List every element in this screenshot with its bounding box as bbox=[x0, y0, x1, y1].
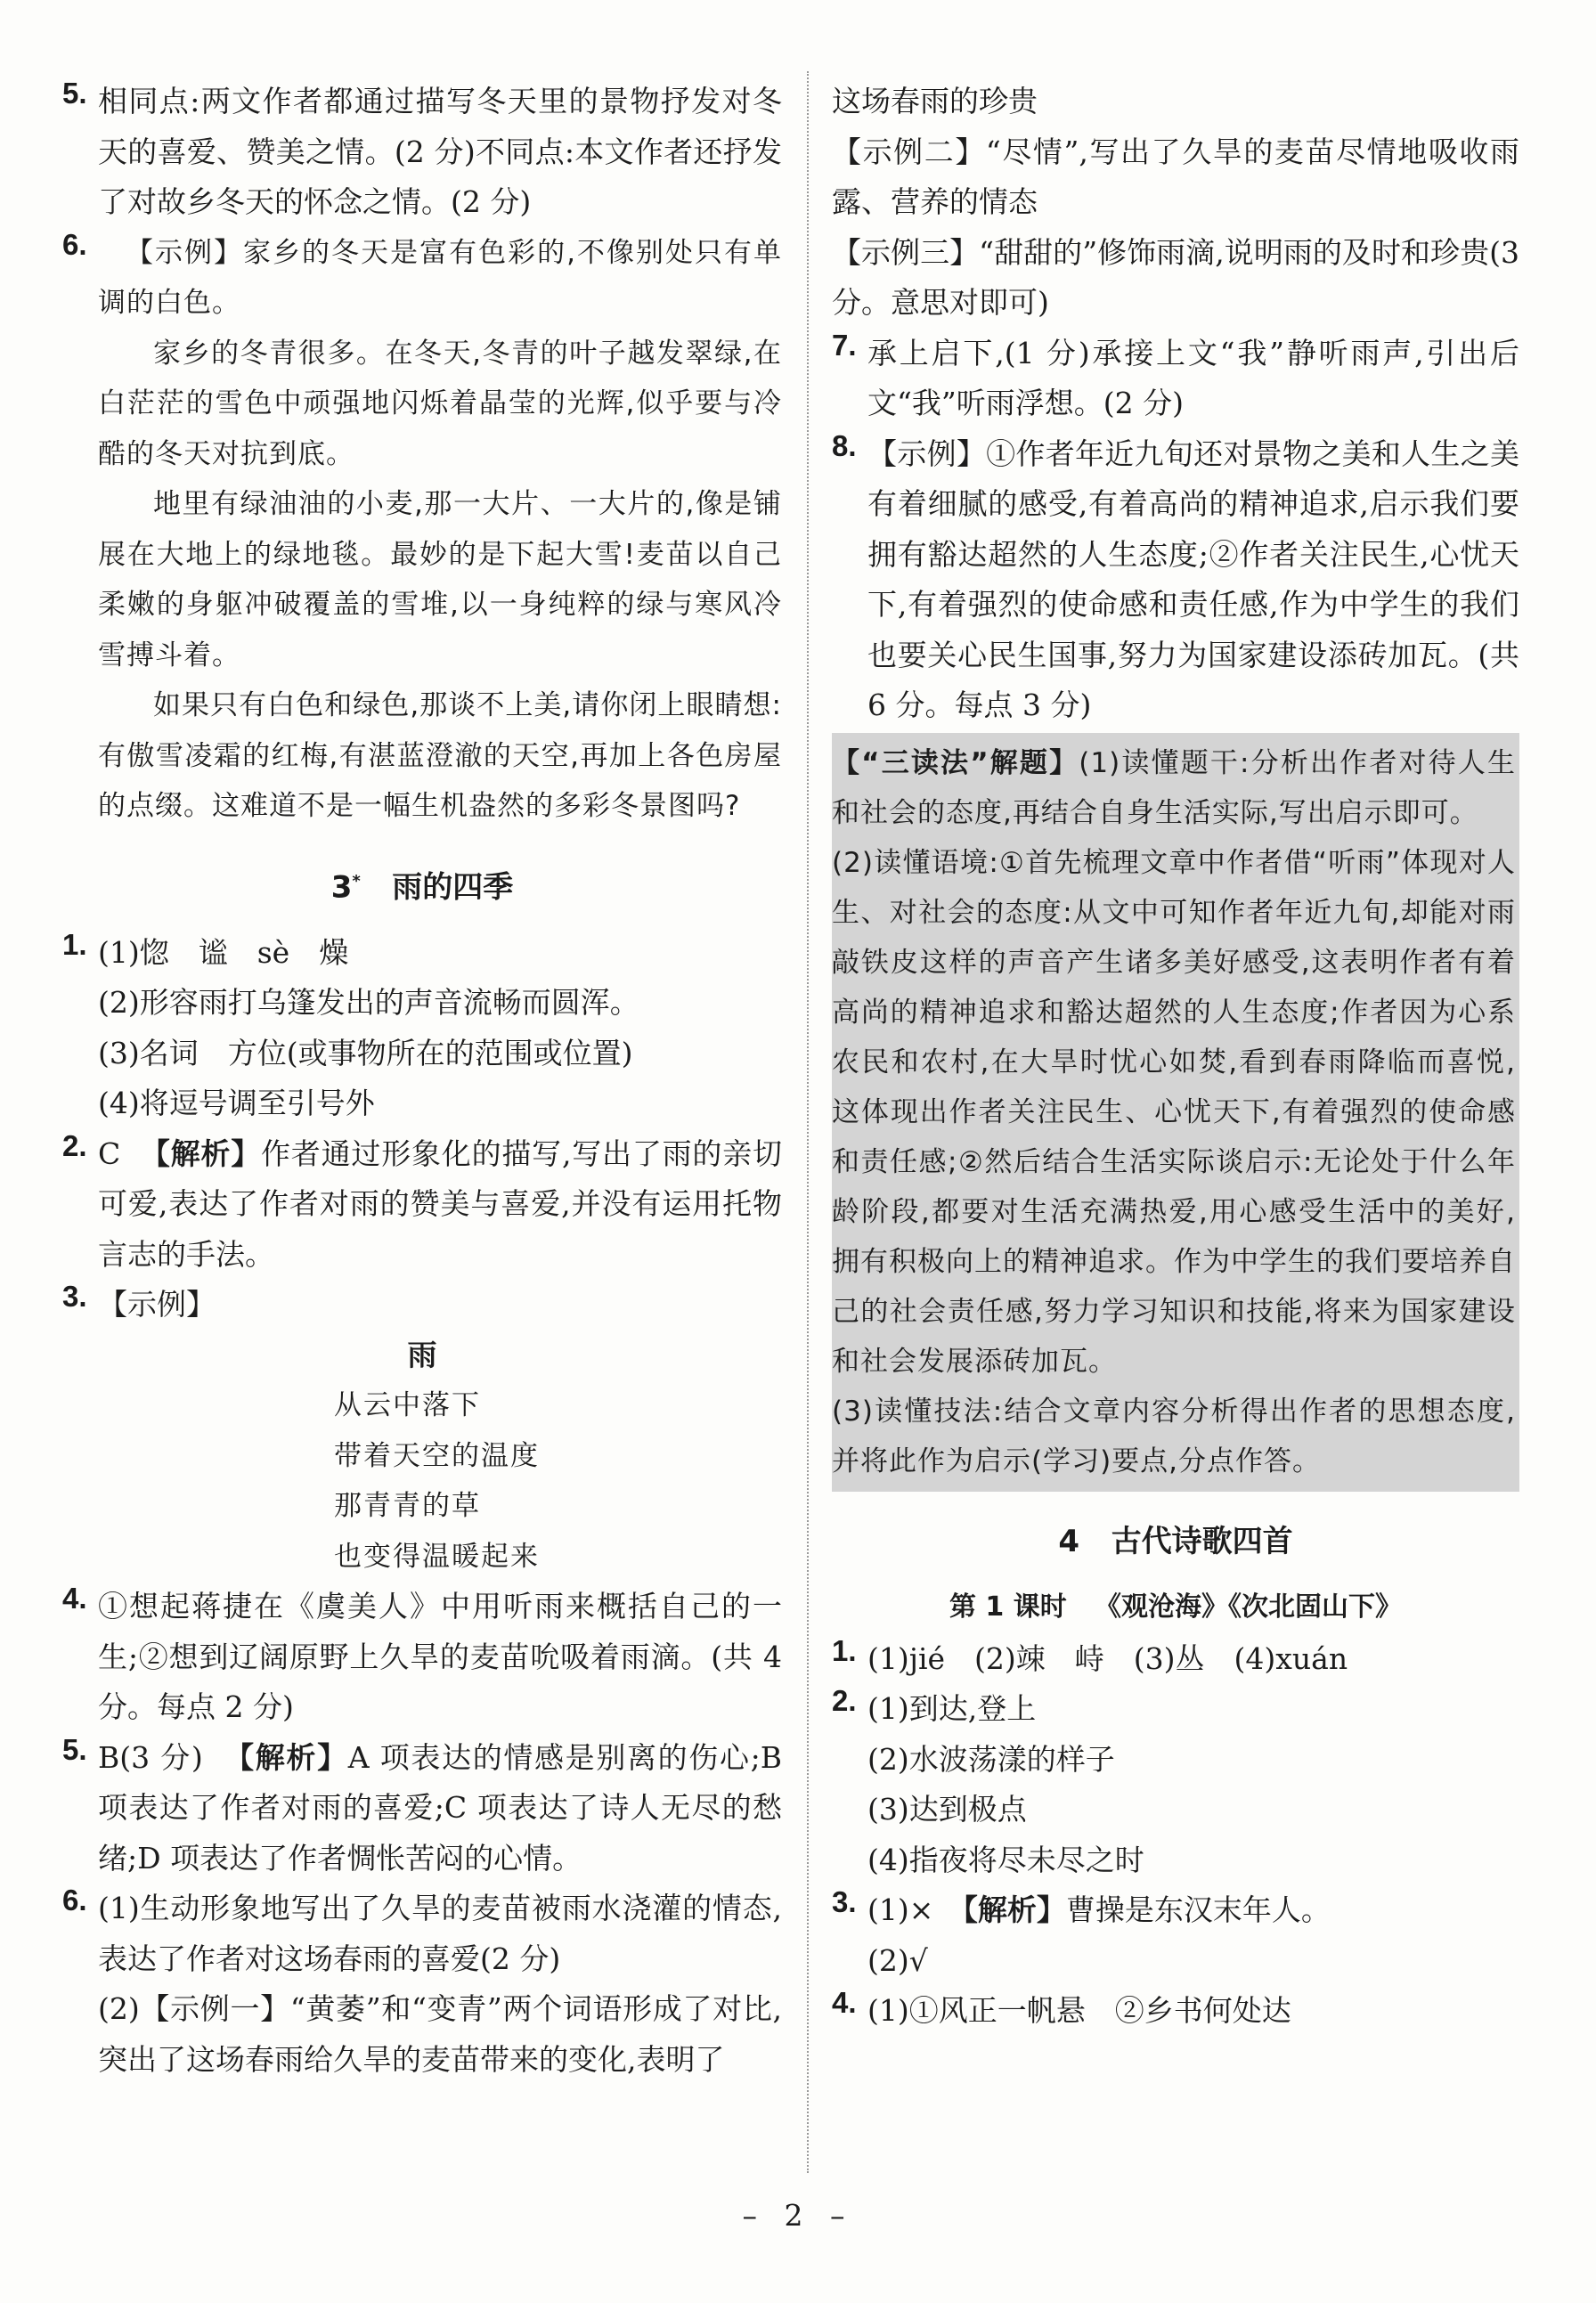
answer-text: 承上启下,(1 分)承接上文“我”静听雨声,引出后文“我”听雨浮想。(2 分) bbox=[867, 335, 1519, 420]
question-number: 2. bbox=[832, 1684, 857, 1717]
example-three: 【示例三】“甜甜的”修饰雨滴,说明雨的及时和珍贵(3 分。意思对即可) bbox=[832, 234, 1519, 320]
answer-text: 相同点:两文作者都通过描写冬天里的景物抒发对冬天的喜爱、赞美之情。(2 分)不同点:本文作者还抒发了对故乡冬天的怀念之情。(2 分) bbox=[98, 84, 782, 219]
question-number: 4. bbox=[832, 1986, 857, 2019]
left-column bbox=[62, 77, 782, 2085]
example-label: 【示例】 bbox=[98, 1287, 216, 1322]
answer-text: ①想起蒋捷在《虞美人》中用听雨来概括自己的一生;②想到辽阔原野上久旱的麦苗吮吸着雨滴。(共 4 分。每点 2 分) bbox=[98, 1589, 782, 1725]
question-number: 6. bbox=[62, 227, 87, 261]
method-label: 【“三读法”解题】 bbox=[832, 746, 1079, 779]
s3-answer-2 bbox=[62, 1129, 782, 1281]
answer-text: (1)jié (2)竦 峙 (3)丛 (4)xuán bbox=[867, 1640, 1348, 1676]
continued-text: 这场春雨的珍贵 bbox=[832, 84, 1038, 118]
question-number: 3. bbox=[62, 1280, 87, 1314]
question-number: 1. bbox=[832, 1633, 857, 1667]
answer-text: (1)①风正一帆悬 ②乡书何处达 bbox=[867, 1993, 1291, 2028]
answer-text: 【示例】①作者年近九旬还对景物之美和人生之美有着细腻的感受,有着高尚的精神追求,启示我们要拥有豁达超然的人生态度;②作者关注民生,心忧天下,有着强烈的使命感和责任感,作为中学生的我们也要关心民生国事,努力为国家建设添砖加瓦。(共 6 分。每点 3 分) bbox=[867, 435, 1519, 722]
lesson-title: 第 1 课时 《观沧海》《次北固山下》 bbox=[949, 1591, 1403, 1623]
answer-text: 【示例】家乡的冬天是富有色彩的,不像别处只有单调的白色。 bbox=[98, 236, 782, 319]
question-number: 8. bbox=[832, 428, 857, 462]
answer-line: (2)水波荡漾的样子 bbox=[867, 1741, 1115, 1777]
poem-title: 雨 bbox=[407, 1337, 437, 1372]
answer-line: (2)√ bbox=[867, 1942, 928, 1978]
essay-body bbox=[62, 329, 782, 832]
s4-answer-2 bbox=[832, 1684, 1519, 1885]
essay-paragraph: 如果只有白色和绿色,那谈不上美,请你闭上眼睛想:有傲雪凌霜的红梅,有湛蓝澄澈的天空,再加上各色房屋的点缀。这难道不是一幅生机盎然的多彩冬景图吗? bbox=[98, 689, 782, 822]
question-number: 3. bbox=[832, 1885, 857, 1918]
analysis-label: 【解析】 bbox=[963, 1892, 1066, 1927]
s3-answer-4 bbox=[62, 1582, 782, 1733]
example-two: 【示例二】“尽情”,写出了久旱的麦苗尽情地吸收雨露、营养的情态 bbox=[832, 134, 1519, 219]
s3-answer-5 bbox=[62, 1733, 782, 1884]
question-number: 2. bbox=[62, 1128, 87, 1162]
answer-8 bbox=[832, 429, 1519, 731]
s4-answer-3 bbox=[832, 1885, 1519, 1986]
answer-line: (3)达到极点 bbox=[867, 1792, 1027, 1827]
answer-text: B(3 分) 【解析】A 项表达的情感是别离的伤心;B 项表达了作者对雨的喜爱;C 项表达了诗人无尽的愁绪;D 项表达了作者惆怅苦闷的心情。 bbox=[98, 1739, 782, 1876]
question-number: 4. bbox=[62, 1582, 87, 1615]
section-title: 4 古代诗歌四首 bbox=[1058, 1523, 1293, 1559]
analysis-label: 【解析】 bbox=[140, 1135, 262, 1171]
poem-line: 从云中落下 bbox=[334, 1389, 481, 1422]
poem-line: 那青青的草 bbox=[334, 1490, 481, 1523]
column-divider bbox=[807, 71, 809, 2173]
poem-line: 带着天空的温度 bbox=[334, 1439, 540, 1472]
section-title: 3* 雨的四季 bbox=[330, 868, 514, 905]
poem-line: 也变得温暖起来 bbox=[334, 1540, 540, 1573]
s3-answer-6 bbox=[62, 1884, 782, 2085]
answer-line: (1)× 【解析】曹操是东汉末年人。 bbox=[867, 1892, 1331, 1927]
question-number: 5. bbox=[62, 77, 87, 110]
answer-line: (4)将逗号调至引号外 bbox=[98, 1086, 375, 1121]
s4-answer-4 bbox=[832, 1986, 1519, 2037]
question-number: 6. bbox=[62, 1884, 87, 1917]
answer-6 bbox=[62, 228, 782, 329]
method-step-2: (2)读懂语境:①首先梳理文章中作者借“听雨”体现对人生、对社会的态度:从文中可知作者年近九旬,却能对雨敲铁皮这样的声音产生诸多美好感受,这表明作者有着高尚的精神追求和豁达超然的人生态度;作者因为心系农民和农村,在大旱时忧心如焚,看到春雨降临而喜悦,这体现出作者关注民生、心忧天下,有着强烈的使命感和责任感;②然后结合生活实际谈启示:无论处于什么年龄阶段,都要对生活充满热爱,用心感受生活中的美好,拥有积极向上的精神追求。作为中学生的我们要培养自己的社会责任感,努力学习知识和技能,将来为国家建设和社会发展添砖加瓦。 bbox=[832, 846, 1516, 1378]
method-step-1: 【“三读法”解题】(1)读懂题干:分析出作者对待人生和社会的态度,再结合自身生活实际,写出启示即可。 bbox=[832, 746, 1517, 829]
answer-line: (3)名词 方位(或事物所在的范围或位置) bbox=[98, 1035, 633, 1070]
s3-answer-1 bbox=[62, 928, 782, 1129]
page-number: – 2 – bbox=[742, 2198, 854, 2233]
answer-line: (1)到达,登上 bbox=[867, 1691, 1037, 1726]
answer-part-2: (2)【示例一】“黄萎”和“变青”两个词语形成了对比,突出了这场春雨给久旱的麦苗带来的变化,表明了 bbox=[98, 1991, 782, 2077]
s4-answer-1 bbox=[832, 1634, 1519, 1685]
question-number: 7. bbox=[832, 328, 857, 362]
answer-7 bbox=[832, 329, 1519, 429]
method-step-3: (3)读懂技法:结合文章内容分析得出作者的思想态度,并将此作为启示(学习)要点,分点作答。 bbox=[832, 1395, 1516, 1477]
answer-text: C 【解析】作者通过形象化的描写,写出了雨的亲切可爱,表达了作者对雨的赞美与喜爱,并没有运用托物言志的手法。 bbox=[98, 1135, 783, 1272]
essay-paragraph: 地里有绿油油的小麦,那一大片、一大片的,像是铺展在大地上的绿地毯。最妙的是下起大雪!麦苗以自己柔嫩的身躯冲破覆盖的雪堆,以一身纯粹的绿与寒风冷雪搏斗着。 bbox=[98, 488, 782, 671]
s3-answer-3 bbox=[62, 1280, 782, 1331]
question-number: 1. bbox=[62, 927, 87, 961]
answer-line: (4)指夜将尽未尽之时 bbox=[867, 1842, 1144, 1877]
analysis-label: 【解析】 bbox=[224, 1739, 348, 1775]
example-label: 【示例】 bbox=[126, 236, 244, 269]
question-number: 5. bbox=[62, 1732, 87, 1766]
right-column bbox=[832, 77, 1519, 2037]
answer-line: (1)惚 谧 sè 燥 bbox=[98, 934, 349, 970]
essay-paragraph: 家乡的冬青很多。在冬天,冬青的叶子越发翠绿,在白茫茫的雪色中顽强地闪烁着晶莹的光辉,似乎要与冷酷的冬天对抗到底。 bbox=[98, 337, 782, 470]
answer-part-1: (1)生动形象地写出了久旱的麦苗被雨水浇灌的情态,表达了作者对这场春雨的喜爱(2 分) bbox=[98, 1891, 782, 1976]
answer-5 bbox=[62, 77, 782, 228]
three-reading-method-box bbox=[832, 733, 1519, 1492]
answer-line: (2)形容雨打乌篷发出的声音流畅而圆浑。 bbox=[98, 985, 639, 1021]
